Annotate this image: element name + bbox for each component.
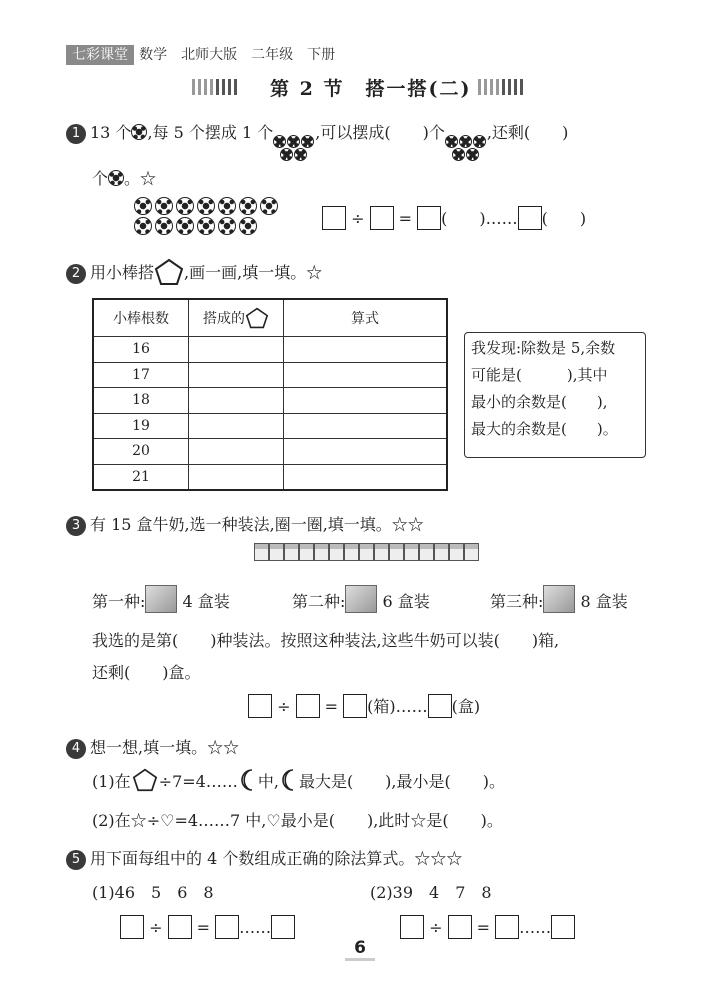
answer-box[interactable] (168, 915, 192, 939)
crate-icon (543, 585, 575, 613)
question-5-equation-2: ÷ = …… (400, 915, 575, 939)
crate-icon (345, 585, 377, 613)
soccer-balls-group (134, 197, 280, 235)
moon-icon (238, 768, 258, 792)
answer-box[interactable] (518, 206, 542, 230)
soccer-ball-icon (155, 217, 173, 235)
section-title: 第 2 节 搭一搭(二) (270, 78, 472, 100)
packing-option-2[interactable]: 第二种: 6 盒装 (292, 585, 430, 613)
soccer-ball-icon (176, 197, 194, 215)
answer-cell[interactable] (284, 362, 448, 388)
answer-cell[interactable] (284, 388, 448, 414)
answer-box[interactable] (448, 915, 472, 939)
answer-box[interactable] (495, 915, 519, 939)
milk-box-icon (374, 543, 389, 561)
answer-box[interactable] (370, 206, 394, 230)
answer-cell[interactable] (189, 464, 284, 490)
question-4-text: 4 想一想,填一填。☆☆ (66, 735, 239, 759)
packing-option-1[interactable]: 第一种: 4 盒装 (92, 585, 230, 613)
milk-box-icon (434, 543, 449, 561)
question-3-line-1: 我选的是第( )种装法。按照这种装法,这些牛奶可以装( )箱, (92, 631, 560, 650)
milk-box-icon (254, 543, 269, 561)
question-5-equation-1: ÷ = …… (120, 915, 295, 939)
star-icon: ☆ (130, 811, 147, 830)
milk-box-icon (389, 543, 404, 561)
table-row: 20 (93, 439, 447, 465)
question-1-equation: ÷ = ( )…… ( ) (322, 206, 586, 230)
answer-cell[interactable] (284, 413, 448, 439)
star-icon: ☆ (410, 811, 427, 830)
table-row: 21 (93, 464, 447, 490)
question-1-line-2: 个 。☆ (92, 169, 157, 188)
soccer-ball-icon (134, 217, 152, 235)
question-4-sub-1: (1)在 ÷7=4…… 中, 最大是( ),最小是( )。 (92, 768, 505, 792)
table-header: 搭成的 (189, 299, 284, 337)
page-number: 6 (345, 938, 375, 961)
answer-box[interactable] (551, 915, 575, 939)
milk-box-icon (449, 543, 464, 561)
soccer-ball-icon (197, 197, 215, 215)
soccer-ball-icon (260, 197, 278, 215)
soccer-ball-icon (134, 197, 152, 215)
number-group-1: (1)46 5 6 8 (92, 883, 214, 902)
answer-cell[interactable] (284, 439, 448, 465)
heart-icon: ♡ (160, 811, 175, 830)
answer-box[interactable] (417, 206, 441, 230)
table-row: 18 (93, 388, 447, 414)
milk-box-icon (284, 543, 299, 561)
soccer-ball-icon (218, 217, 236, 235)
stick-table (92, 298, 448, 491)
question-3-number: 3 (66, 516, 86, 536)
milk-box-icon (359, 543, 374, 561)
soccer-ball-icon (239, 217, 257, 235)
question-5-text: 5 用下面每组中的 4 个数组成正确的除法算式。☆☆☆ (66, 846, 462, 870)
moon-icon (279, 768, 299, 792)
soccer-ball-icon (197, 217, 215, 235)
book-info: 数学 北师大版 二年级 下册 (139, 47, 336, 63)
table-header: 小棒根数 (93, 299, 189, 337)
milk-box-icon (299, 543, 314, 561)
title-decoration-right (478, 79, 523, 95)
soccer-ball-icon (239, 197, 257, 215)
packing-option-3[interactable]: 第三种: 8 盒装 (490, 585, 628, 613)
answer-cell[interactable] (189, 413, 284, 439)
milk-box-icon (404, 543, 419, 561)
milk-box-icon (464, 543, 479, 561)
question-4-number: 4 (66, 739, 86, 759)
answer-box[interactable] (322, 206, 346, 230)
pentagon-icon (245, 307, 269, 329)
title-decoration-left (192, 79, 237, 95)
answer-cell[interactable] (284, 337, 448, 363)
question-2-number: 2 (66, 264, 86, 284)
answer-cell[interactable] (189, 439, 284, 465)
brand-tag: 七彩课堂 (66, 45, 134, 65)
crate-icon (145, 585, 177, 613)
table-header: 算式 (284, 299, 448, 337)
milk-box-icon (314, 543, 329, 561)
milk-boxes (254, 543, 479, 561)
soccer-ball-icon (108, 170, 124, 186)
answer-box[interactable] (400, 915, 424, 939)
answer-box[interactable] (248, 694, 272, 718)
answer-cell[interactable] (189, 362, 284, 388)
ball-group-icon (445, 135, 487, 161)
answer-cell[interactable] (189, 388, 284, 414)
number-group-2: (2)39 4 7 8 (370, 883, 492, 902)
question-3-equation: ÷ = (箱)…… (盒) (248, 694, 480, 718)
question-1-number: 1 (66, 124, 86, 144)
header (66, 44, 335, 64)
answer-box[interactable] (120, 915, 144, 939)
table-row: 19 (93, 413, 447, 439)
milk-box-icon (269, 543, 284, 561)
question-3-line-2: 还剩( )盒。 (92, 663, 201, 682)
milk-box-icon (419, 543, 434, 561)
table-row: 17 (93, 362, 447, 388)
answer-box[interactable] (215, 915, 239, 939)
answer-box[interactable] (271, 915, 295, 939)
soccer-ball-icon (176, 217, 194, 235)
answer-box[interactable] (428, 694, 452, 718)
soccer-ball-icon (155, 197, 173, 215)
pentagon-icon (131, 768, 159, 792)
milk-box-icon (329, 543, 344, 561)
answer-box[interactable] (296, 694, 320, 718)
answer-cell[interactable] (189, 337, 284, 363)
table-row: 16 (93, 337, 447, 363)
heart-icon: ♡ (266, 811, 281, 830)
question-4-sub-2: (2)在☆÷♡=4……7 中,♡最小是( ),此时☆是( )。 (92, 811, 503, 830)
question-5-number: 5 (66, 850, 86, 870)
answer-cell[interactable] (284, 464, 448, 490)
ball-group-icon (273, 135, 315, 161)
answer-box[interactable] (343, 694, 367, 718)
question-2-text: 2 用小棒搭 ,画一画,填一填。☆ (66, 258, 322, 286)
discovery-note: 我发现:除数是 5,余数 可能是( ),其中 最小的余数是( ), 最大的余数是( )。 (464, 332, 646, 458)
soccer-ball-icon (218, 197, 236, 215)
soccer-ball-icon (131, 124, 147, 140)
question-1-line-1: 1 13 个 ,每 5 个摆成 1 个 ,可以摆成( )个 ,还剩( ) (66, 120, 568, 161)
question-3-text: 3 有 15 盒牛奶,选一种装法,圈一圈,填一填。☆☆ (66, 512, 424, 536)
pentagon-icon (154, 258, 184, 286)
milk-box-icon (344, 543, 359, 561)
